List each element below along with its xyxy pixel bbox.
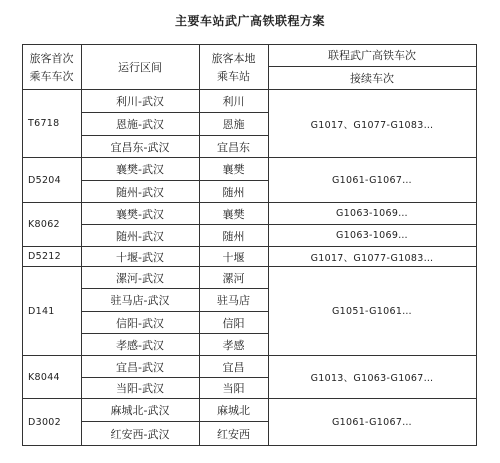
station-cell: 十堰 <box>222 250 245 264</box>
train-number-cell: T6718 <box>28 118 60 129</box>
station-cell: 信阳 <box>222 316 245 330</box>
station-cell: 宜昌 <box>222 360 245 374</box>
station-cell: 宜昌东 <box>217 140 250 154</box>
train-number-cell: D5212 <box>28 251 61 262</box>
train-number-cell: D141 <box>28 305 55 317</box>
connection-cell: G1063-1069… <box>336 230 408 241</box>
route-cell: 宜昌-武汉 <box>116 360 164 374</box>
station-cell: 随州 <box>222 185 245 199</box>
train-number-cell: K8062 <box>28 219 60 230</box>
route-cell: 宜昌东-武汉 <box>110 140 170 154</box>
station-cell: 漯河 <box>222 271 245 285</box>
route-cell: 信阳-武汉 <box>116 316 164 330</box>
station-cell: 恩施 <box>222 118 245 131</box>
header-followup-train: 接续车次 <box>350 72 394 85</box>
route-cell: 襄樊-武汉 <box>116 207 164 221</box>
route-cell: 恩施-武汉 <box>116 118 164 131</box>
connection-cell: G1017、G1077-G1083… <box>310 252 434 264</box>
route-cell: 随州-武汉 <box>116 229 164 243</box>
train-number-cell: D3002 <box>28 416 61 428</box>
route-cell: 当阳-武汉 <box>116 382 164 395</box>
route-cell: 红安西-武汉 <box>110 427 170 441</box>
route-cell: 漯河-武汉 <box>116 271 164 285</box>
route-cell: 驻马店-武汉 <box>110 294 170 307</box>
connection-cell: G1061-G1067… <box>332 416 412 428</box>
header-first-train-line2: 乘车车次 <box>29 70 74 83</box>
route-cell: 利川-武汉 <box>116 95 164 108</box>
station-cell: 当阳 <box>222 382 245 395</box>
route-cell: 麻城北-武汉 <box>110 404 170 417</box>
header-local-station-line1: 旅客本地 <box>211 52 256 65</box>
station-cell: 利川 <box>222 95 245 108</box>
route-cell: 随州-武汉 <box>116 185 164 199</box>
station-cell: 襄樊 <box>222 207 245 221</box>
header-local-station-line2: 乘车站 <box>217 70 250 83</box>
connection-cell: G1051-G1061… <box>332 305 412 317</box>
header-connection-train: 联程武广高铁车次 <box>328 49 416 62</box>
station-cell: 襄樊 <box>222 163 245 176</box>
station-cell: 孝感 <box>222 338 245 352</box>
header-first-train-line1: 旅客首次 <box>29 52 74 65</box>
connection-cell: G1017、G1077-G1083… <box>310 119 434 131</box>
header-route: 运行区间 <box>118 60 162 74</box>
route-cell: 襄樊-武汉 <box>116 163 164 176</box>
connection-cell: G1013、G1063-G1067… <box>310 373 434 384</box>
train-number-cell: D5204 <box>28 174 61 186</box>
station-cell: 麻城北 <box>217 404 250 417</box>
route-cell: 孝感-武汉 <box>116 338 164 352</box>
station-cell: 驻马店 <box>217 294 250 307</box>
connection-cell: G1061-G1067… <box>332 174 412 186</box>
train-number-cell: K8044 <box>28 371 60 383</box>
station-cell: 红安西 <box>217 427 250 441</box>
route-cell: 十堰-武汉 <box>116 250 164 264</box>
station-cell: 随州 <box>222 229 245 243</box>
table-title: 主要车站武广高铁联程方案 <box>174 14 325 28</box>
connection-cell: G1063-1069… <box>336 208 408 219</box>
